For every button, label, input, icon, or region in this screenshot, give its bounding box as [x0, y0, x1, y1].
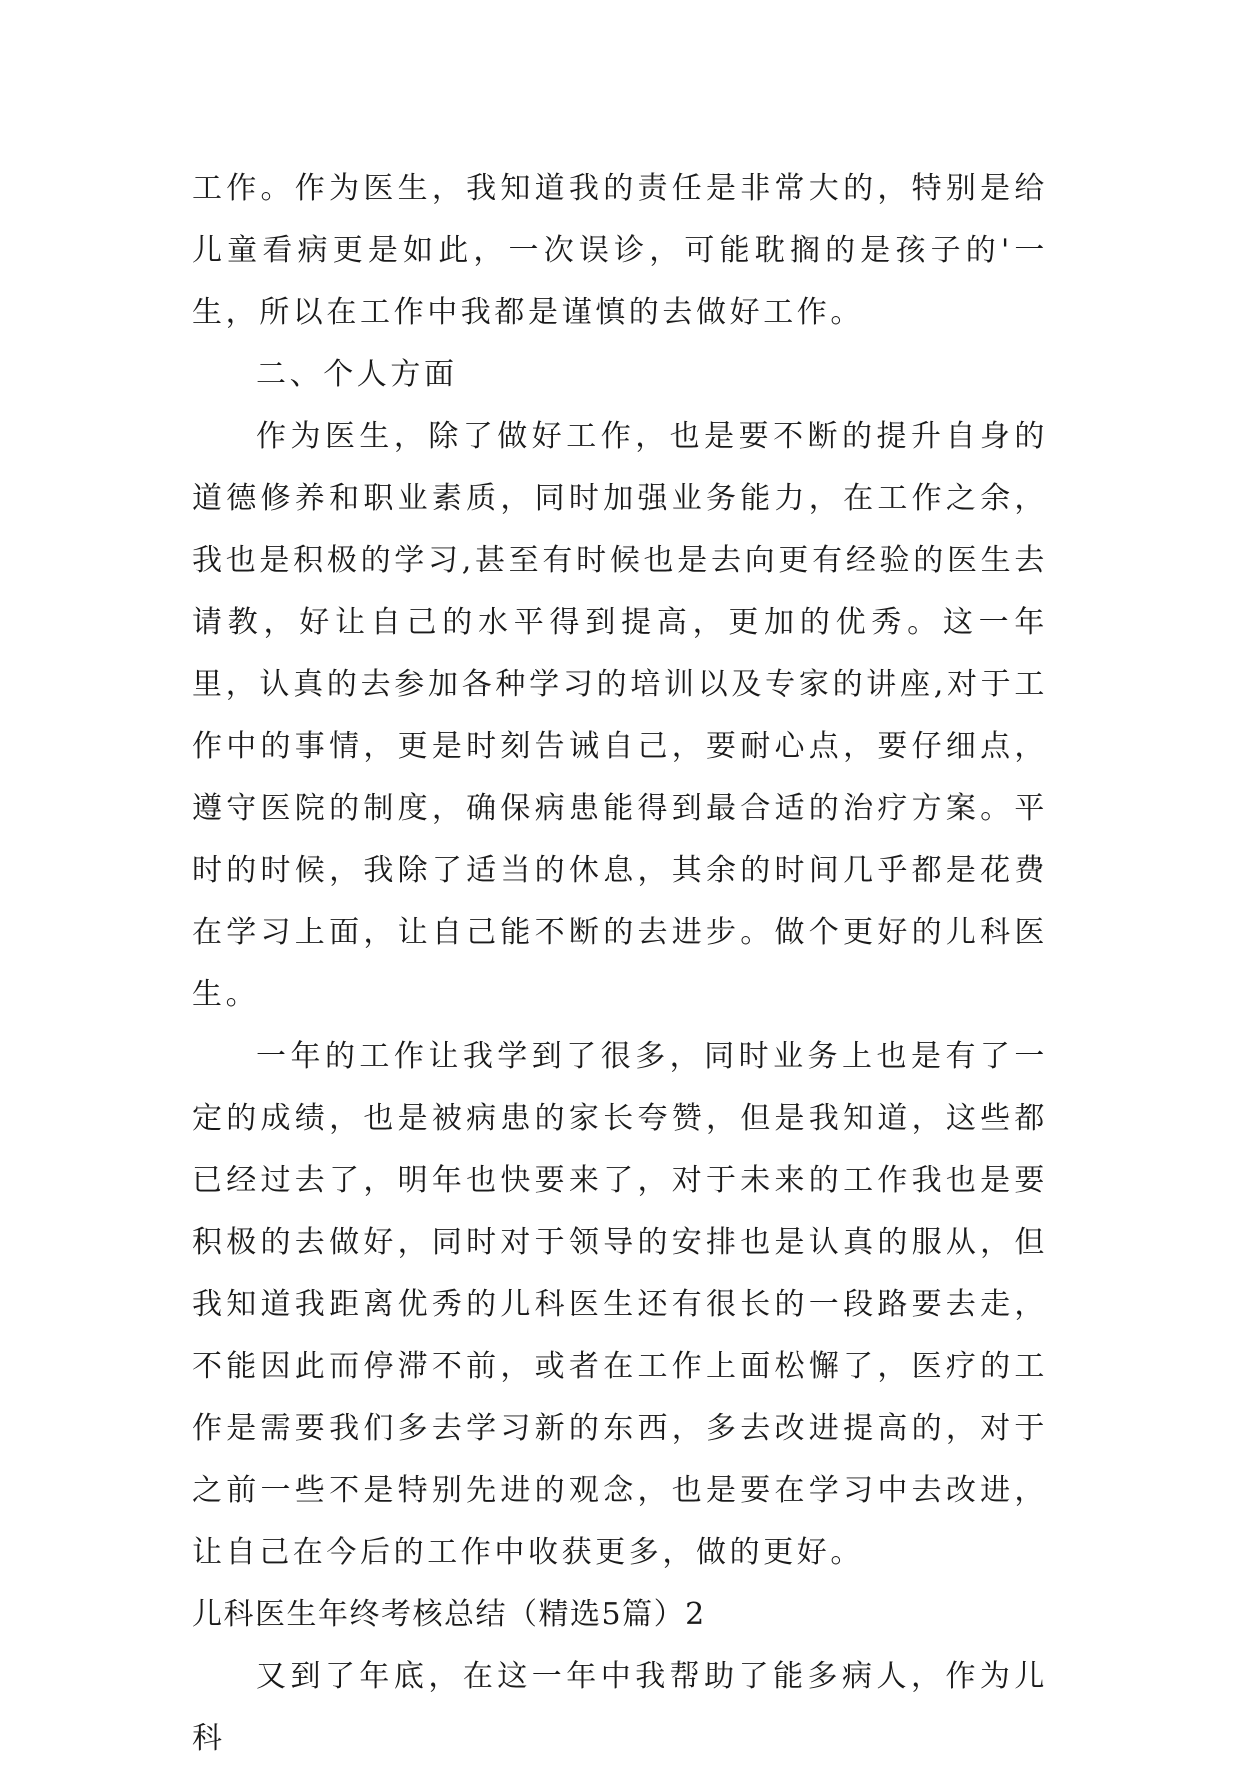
document-body — [192, 158, 1048, 1770]
paragraph-summary: 一年的工作让我学到了很多，同时业务上也是有了一定的成绩，也是被病患的家长夸赞，但是我知道，这些都已经过去了，明年也快要来了，对于未来的工作我也是要积极的去做好，同时对于领导的安排也是认真的服从，但我知道我距离优秀的儿科医生还有很长的一段路要去走，不能因此而停滞不前，或者在工作上面松懈了，医疗的工作是需要我们多去学习新的东西，多去改进提高的，对于之前一些不是特别先进的观念，也是要在学习中去改进，让自己在今后的工作中收获更多，做的更好。 — [192, 1039, 1048, 1570]
article-title: 儿科医生年终考核总结（精选5篇）2 — [192, 1597, 706, 1632]
paragraph-continued: 工作。作为医生，我知道我的责任是非常大的，特别是给儿童看病更是如此，一次误诊，可能耽搁的是孩子的'一生，所以在工作中我都是谨慎的去做好工作。 — [192, 171, 1048, 330]
paragraph-article-start: 又到了年底，在这一年中我帮助了能多病人，作为儿科 — [192, 1659, 1048, 1756]
section-heading-personal: 二、个人方面 — [256, 357, 458, 392]
paragraph-personal: 作为医生，除了做好工作，也是要不断的提升自身的道德修养和职业素质，同时加强业务能力，在工作之余，我也是积极的学习,甚至有时候也是去向更有经验的医生去请教，好让自己的水平得到提高，更加的优秀。这一年里，认真的去参加各种学习的培训以及专家的讲座,对于工作中的事情，更是时刻告诫自己，要耐心点，要仔细点，遵守医院的制度，确保病患能得到最合适的治疗方案。平时的时候，我除了适当的休息，其余的时间几乎都是花费在学习上面，让自己能不断的去进步。做个更好的儿科医生。 — [192, 419, 1048, 1012]
